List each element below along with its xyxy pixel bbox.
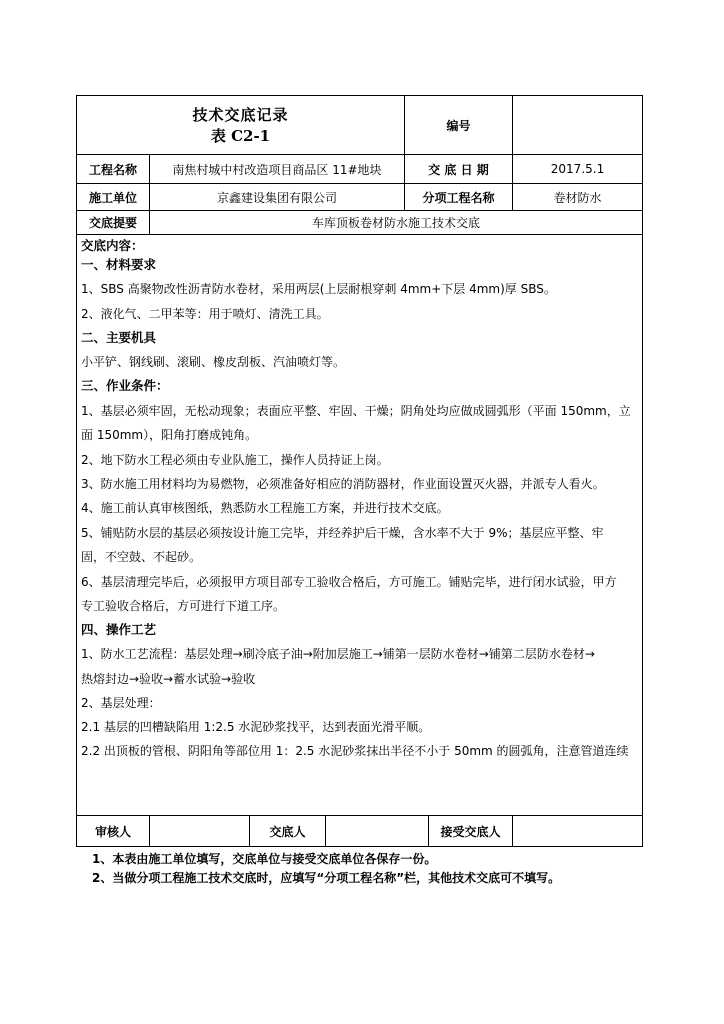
section-heading: 一、材料要求: [81, 257, 157, 272]
title-cell: [77, 96, 405, 154]
content-line: 面 150mm），阳角打磨成钝角。: [81, 428, 258, 442]
form-subtitle: 表 C2-1: [210, 127, 271, 145]
disclosure-form: [76, 95, 643, 847]
content-line: 3、防水施工用材料均为易燃物，必须准备好相应的消防器材，作业面设置灭火器，并派专人看火。: [81, 477, 605, 491]
unit-value: 京鑫建设集团有限公司: [150, 184, 405, 210]
unit-row: [77, 184, 642, 211]
section-heading: 四、操作工艺: [81, 622, 157, 637]
content-area: [77, 235, 642, 816]
summary-label: 交底提要: [77, 211, 150, 234]
discloser-label: 交底人: [250, 816, 326, 846]
content-line: 2.1 基层的凹槽缺陷用 1:2.5 水泥砂浆找平，达到表面光滑平顺。: [81, 720, 431, 734]
content-line: 5、铺贴防水层的基层必须按设计施工完毕，并经养护后干燥，含水率不大于 9%；基层应平整、牢: [81, 526, 604, 540]
title-row: [77, 96, 642, 155]
reviewer-label: 审核人: [77, 816, 150, 846]
content-line: 4、施工前认真审核图纸，熟悉防水工程施工方案，并进行技术交底。: [81, 501, 449, 515]
content-line: 6、基层清理完毕后，必须报甲方项目部专工验收合格后，方可施工。铺贴完毕，进行闭水试验，甲方: [81, 575, 617, 589]
content-line: 热熔封边→验收→蓄水试验→验收: [81, 672, 256, 686]
discloser-value: [326, 816, 429, 846]
number-value: [513, 96, 642, 154]
content-line: 2、地下防水工程必须由专业队施工，操作人员持证上岗。: [81, 453, 389, 467]
content-line: 1、SBS 高聚物改性沥青防水卷材，采用两层(上层耐根穿刺 4mm+下层 4mm)厚 SBS。: [81, 282, 556, 296]
content-line: 专工验收合格后，方可进行下道工序。: [81, 599, 286, 613]
form-title: 技术交底记录: [192, 106, 289, 124]
summary-row: [77, 211, 642, 235]
content-line: 2、液化气、二甲苯等：用于喷灯、清洗工具。: [81, 307, 329, 321]
content-line: 固，不空鼓、不起砂。: [81, 550, 202, 564]
content-line: 1、防水工艺流程：基层处理→刷冷底子油→附加层施工→铺第一层防水卷材→铺第二层防水卷材→: [81, 647, 595, 661]
reviewer-value: [150, 816, 250, 846]
content-line: 小平铲、钢线刷、滚刷、橡皮刮板、汽油喷灯等。: [81, 355, 346, 369]
project-name-value: 南焦村城中村改造项目商品区 11#地块: [150, 155, 405, 183]
section-heading: 二、主要机具: [81, 330, 157, 345]
unit-label: 施工单位: [77, 184, 150, 210]
section-heading: 交底内容：: [81, 238, 144, 253]
note-1: 1、本表由施工单位填写，交底单位与接受交底单位各保存一份。: [92, 852, 437, 866]
section-heading: 三、作业条件：: [81, 378, 169, 393]
subproject-value: 卷材防水: [553, 190, 602, 205]
receiver-value: [513, 816, 642, 846]
number-label: 编号: [405, 96, 513, 154]
signature-row: [77, 816, 642, 846]
note-2: 2、当做分项工程施工技术交底时，应填写“分项工程名称”栏，其他技术交底可不填写。: [92, 871, 561, 885]
content-line: 2、基层处理：: [81, 696, 161, 710]
summary-value: 车库顶板卷材防水施工技术交底: [311, 216, 480, 230]
receiver-label: 接受交底人: [429, 816, 513, 846]
content-line: 1、基层必须牢固，无松动现象；表面应平整、牢固、干燥；阴角处均应做成圆弧形（平面 150mm，立: [81, 404, 631, 418]
project-row: [77, 155, 642, 184]
project-name-label: 工程名称: [77, 155, 150, 183]
content-line: 2.2 出顶板的管根、阴阳角等部位用 1：2.5 水泥砂浆抹出半径不小于 50mm 的圆弧角，注意管道连续: [81, 744, 629, 758]
date-value: 2017.5.1: [550, 162, 605, 176]
subproject-label: 分项工程名称: [405, 184, 513, 210]
date-label: 交 底 日 期: [405, 155, 513, 183]
